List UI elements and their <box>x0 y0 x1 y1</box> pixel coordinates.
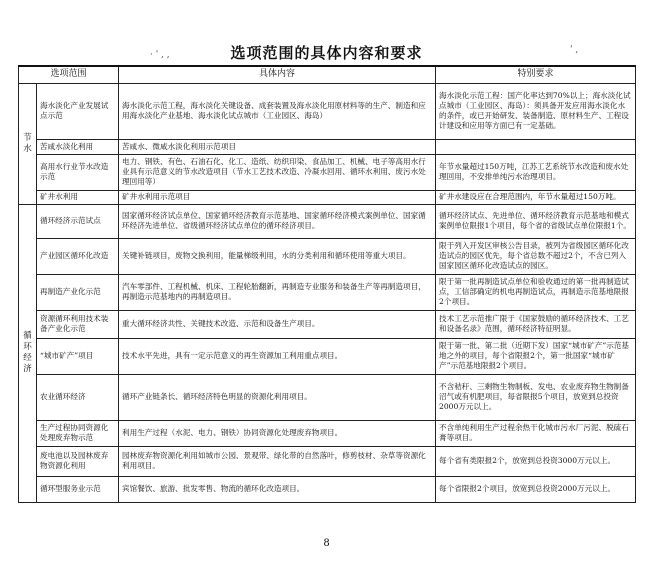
scope-cell: 生产过程协同资源化处理废弃物示范 <box>37 420 119 446</box>
table-row <box>19 338 636 374</box>
scope-cell: 循环经济示范试点 <box>37 204 119 238</box>
table-row <box>19 446 636 476</box>
requirement-cell: 技术工艺示范推广限于《国家鼓励的循环经济技术、工艺和设备名录》范围，循环经济特征明显。 <box>436 310 636 338</box>
scope-cell: 苦咸水淡化利用 <box>37 139 119 154</box>
table-header-row <box>19 66 636 83</box>
content-cell: 电力、钢铁、有色、石油石化、化工、造纸、纺织印染、食品加工、机械、电子等高用水行业具有示范意义的节水改造项目（节水工艺技术改造、冷凝水回用、循环水利用、废污水处理回用等） <box>119 154 436 190</box>
scope-cell: 农业循环经济 <box>37 374 119 420</box>
content-cell: 苦咸水、微咸水淡化利用示范项目 <box>119 139 436 154</box>
content-cell: 关键补链项目，废物交换利用，能量梯级利用，水的分类利用和循环使用等重大项目。 <box>119 238 436 274</box>
table-row <box>19 190 636 204</box>
scope-cell: 产业园区循环化改造 <box>37 238 119 274</box>
page-number: 8 <box>323 538 330 549</box>
header-requirements: 特别要求 <box>436 66 636 83</box>
scope-cell: “城市矿产”项目 <box>37 338 119 374</box>
content-cell: 园林废弃物资源化利用如城市公园、景观带、绿化带的自然落叶，修剪枝材、杂草等资源化利用项目。 <box>119 446 436 476</box>
category-water: 节水 <box>19 83 37 204</box>
header-scope: 选项范围 <box>19 66 119 83</box>
scope-cell: 海水淡化产业发展试点示范 <box>37 83 119 139</box>
scope-cell: 循环型服务业示范 <box>37 476 119 502</box>
scope-cell: 资源循环利用技术装备产业化示范 <box>37 310 119 338</box>
table-row <box>19 154 636 190</box>
table-row <box>19 374 636 420</box>
scope-cell: 废电池以及园林废弃物资源化利用 <box>37 446 119 476</box>
table-row <box>19 274 636 310</box>
requirement-cell <box>436 139 636 154</box>
scope-cell: 再制造产业化示范 <box>37 274 119 310</box>
scan-mark-right: ' , <box>570 45 579 55</box>
requirement-cell: 不含单纯利用生产过程余热干化城市污水厂污泥、脱硫石膏等项目。 <box>436 420 636 446</box>
content-cell: 矿井水利用示范项目 <box>119 190 436 204</box>
content-cell: 海水淡化示范工程，海水淡化关键设备、成套装置及海水淡化用原材料等的生产、制造和应用海水淡化产业基地、海水淡化试点城市（工业园区、海岛） <box>119 83 436 139</box>
requirement-cell: 年节水量超过150万吨，江苏工艺系统节水改造和废水处理回用，不安排单纯污水治理项目。 <box>436 154 636 190</box>
table-row <box>19 420 636 446</box>
content-cell: 汽车零部件、工程机械、机床、工程轮胎翻新，再制造专业服务和装备生产等再制造项目，再制造示范基地内的再制造项目。 <box>119 274 436 310</box>
scope-table <box>18 65 636 503</box>
table-row <box>19 204 636 238</box>
requirement-cell: 每个省有类限报2个，放宽到总投资3000万元以上。 <box>436 446 636 476</box>
header-content: 具体内容 <box>119 66 436 83</box>
table-row <box>19 83 636 139</box>
requirement-cell: 海水淡化示范工程：国产化率达到70%以上；海水淡化试点城市（工业园区、海岛）：须具备开发应用海水淡化水的条件，或已开始研发、装备制造、原材料生产、工程设计建设和应用等方面已有一定基础。 <box>436 83 636 139</box>
table-row <box>19 476 636 502</box>
table-row <box>19 139 636 154</box>
requirement-cell: 限于列入开发区审核公告目录，被列为省级园区循环化改造试点的园区优先，每个省总数不超过2个，不含已列入国家园区循环化改造试点的园区。 <box>436 238 636 274</box>
requirement-cell: 循环经济试点、先进单位、循环经济教育示范基地和模式案例单位限报1个项目，每个省的省级试点单位限报1个。 <box>436 204 636 238</box>
requirement-cell: 不含秸秆、三剩物生物制板、发电、农业废弃物生物制备沼气或有机肥项目，每省限报5个项目，放宽到总投资2000万元以上。 <box>436 374 636 420</box>
requirement-cell: 限于第一批再制造试点单位和验收通过的第一批再制造试点，工信部确定的机电再制造试点，再制造示范基地限报2个项目。 <box>436 274 636 310</box>
page-title: 选项范围的具体内容和要求 <box>230 44 423 62</box>
requirement-cell: 限于第一批、第二批（近期下发）国家“城市矿产”示范基地之外的项目，每个省限报2个，第一批国家“城市矿产”示范基地限报2个项目。 <box>436 338 636 374</box>
content-cell: 利用生产过程（水泥、电力、钢铁）协同资源化处理废弃物项目。 <box>119 420 436 446</box>
requirement-cell: 矿井水建设应在合理范围内，年节水量超过150万吨。 <box>436 190 636 204</box>
scope-cell: 矿井水利用 <box>37 190 119 204</box>
content-cell: 宾馆餐饮、旅游、批发零售、物流的循环化改造项目。 <box>119 476 436 502</box>
table-row <box>19 310 636 338</box>
content-cell: 技术水平先进，具有一定示范意义的再生资源加工利用重点项目。 <box>119 338 436 374</box>
scan-mark-left: · ' , , <box>150 50 170 60</box>
category-circular: 循环经济 <box>19 204 37 502</box>
table-row <box>19 238 636 274</box>
content-cell: 重大循环经济共性、关键技术改造、示范和设备生产项目。 <box>119 310 436 338</box>
content-cell: 循环产业链条长、循环经济特色明显的资源化利用项目。 <box>119 374 436 420</box>
content-cell: 国家循环经济试点单位、国家循环经济教育示范基地、国家循环经济模式案例单位、国家循环经济先进单位、省级循环经济试点单位的循环经济项目。 <box>119 204 436 238</box>
scope-cell: 高用水行业节水改造示范 <box>37 154 119 190</box>
requirement-cell: 每个省限报2个项目，放宽到总投资2000万元以上。 <box>436 476 636 502</box>
